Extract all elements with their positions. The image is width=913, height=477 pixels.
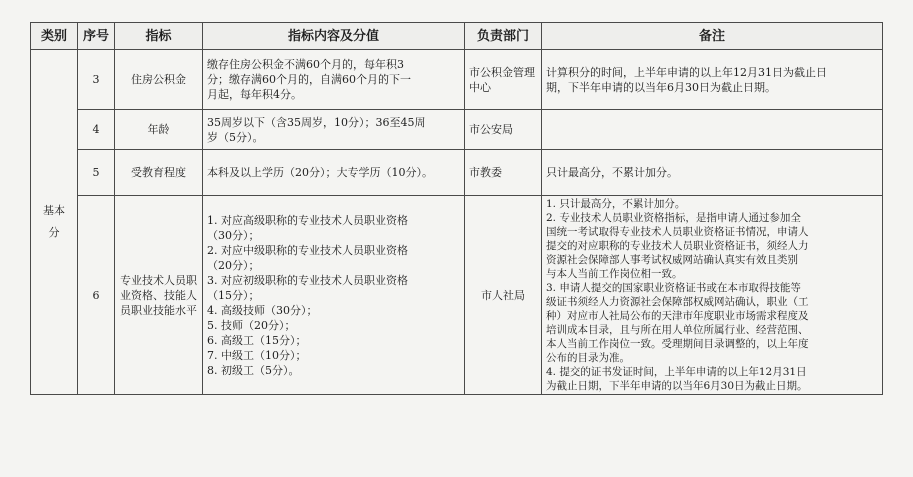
header-department: 负责部门	[465, 23, 542, 50]
content-line: 分；缴存满60个月的，自满60个月的下一	[207, 73, 411, 86]
row-number: 6	[78, 196, 115, 395]
note-line: 公布的目录为准。	[546, 352, 630, 364]
content-line: 6. 高级工（15分）；	[207, 333, 307, 347]
content-line: 本科及以上学历（20分）；大专学历（10分）。	[207, 166, 433, 179]
content-cell	[203, 110, 465, 150]
indicator-cell: 住房公积金	[115, 50, 203, 110]
content-line: （20分）；	[207, 258, 260, 272]
row-number: 3	[78, 50, 115, 110]
note-line: 种）对应市人社局公布的天津市年度职业市场需求程度及	[546, 310, 809, 322]
category-text-line: 分	[48, 226, 60, 239]
note-line: 4. 提交的证书发证时间，上半年申请的以上年12月31日	[546, 366, 807, 378]
content-line: 1. 对应高级职称的专业技术人员职业资格	[207, 213, 408, 227]
note-cell	[542, 150, 883, 196]
content-line: 35周岁以下（含35周岁，10分）；36至45周	[207, 115, 426, 129]
header-row	[31, 23, 883, 50]
note-line: 期，下半年申请的以当年6月30日为截止日期。	[546, 80, 776, 94]
note-line: 3. 申请人提交的国家职业资格证书或在本市取得技能等	[546, 282, 801, 294]
content-line: 岁（5分）。	[207, 130, 264, 144]
category-text-line: 基本	[43, 204, 65, 217]
note-line: 只计最高分，不累计加分。	[546, 166, 678, 179]
content-line: 8. 初级工（5分）。	[207, 363, 300, 377]
content-line: 7. 中级工（10分）；	[207, 348, 307, 362]
header-notes: 备注	[542, 23, 883, 50]
header-number: 序号	[78, 23, 115, 50]
note-cell	[542, 50, 883, 110]
content-line: （30分）；	[207, 228, 260, 242]
note-line: 与本人当前工作岗位相一致。	[546, 268, 683, 280]
content-line: 4. 高级技师（30分）；	[207, 303, 318, 317]
note-line: 2. 专业技术人员职业资格指标，是指申请人通过参加全	[546, 212, 801, 224]
table-row	[31, 50, 883, 110]
header-indicator: 指标	[115, 23, 203, 50]
category-cell	[31, 50, 78, 395]
note-line: 级证书须经人力资源社会保障部权威网站确认，职业（工	[546, 296, 809, 308]
indicator-cell: 受教育程度	[115, 150, 203, 196]
content-cell	[203, 150, 465, 196]
content-cell	[203, 196, 465, 395]
department-cell: 市教委	[465, 150, 542, 196]
table-row	[31, 110, 883, 150]
points-table	[30, 22, 883, 395]
note-line: 提交的对应职称的专业技术人员职业资格证书，须经人力	[546, 240, 809, 252]
header-content: 指标内容及分值	[203, 23, 465, 50]
note-cell	[542, 196, 883, 395]
note-cell	[542, 110, 883, 150]
department-cell: 市人社局	[465, 196, 542, 395]
policy-table-sheet	[30, 22, 882, 395]
note-line: 培训成本目录，且与所在用人单位所属行业、经营范围、	[546, 324, 809, 336]
note-line: 国统一考试取得专业技术人员职业资格证书情况，申请人	[546, 226, 809, 238]
content-line: 月起，每年积4分。	[207, 88, 302, 101]
note-line: 1. 只计最高分，不累计加分。	[546, 198, 686, 210]
note-line: 计算积分的时间，上半年申请的以上年12月31日为截止日	[546, 65, 827, 79]
note-line: 资源社会保障部人事考试权威网站确认真实有效且类别	[546, 254, 798, 266]
indicator-cell: 年龄	[115, 110, 203, 150]
indicator-cell: 专业技术人员职业资格、技能人员职业技能水平	[115, 196, 203, 395]
department-cell: 市公积金管理中心	[465, 50, 542, 110]
content-line: 缴存住房公积金不满60个月的，每年积3	[207, 58, 404, 71]
note-line: 本人当前工作岗位一致。受理期间目录调整的，以上年度	[546, 338, 809, 350]
content-line: 3. 对应初级职称的专业技术人员职业资格	[207, 273, 408, 287]
table-row	[31, 196, 883, 395]
table-row	[31, 150, 883, 196]
header-category: 类别	[31, 23, 78, 50]
department-cell: 市公安局	[465, 110, 542, 150]
content-line: 5. 技师（20分）；	[207, 318, 296, 332]
content-line: 2. 对应中级职称的专业技术人员职业资格	[207, 243, 408, 257]
content-line: （15分）；	[207, 288, 260, 302]
row-number: 5	[78, 150, 115, 196]
note-line: 为截止日期，下半年申请的以当年6月30日为截止日期。	[546, 380, 808, 392]
content-cell	[203, 50, 465, 110]
row-number: 4	[78, 110, 115, 150]
